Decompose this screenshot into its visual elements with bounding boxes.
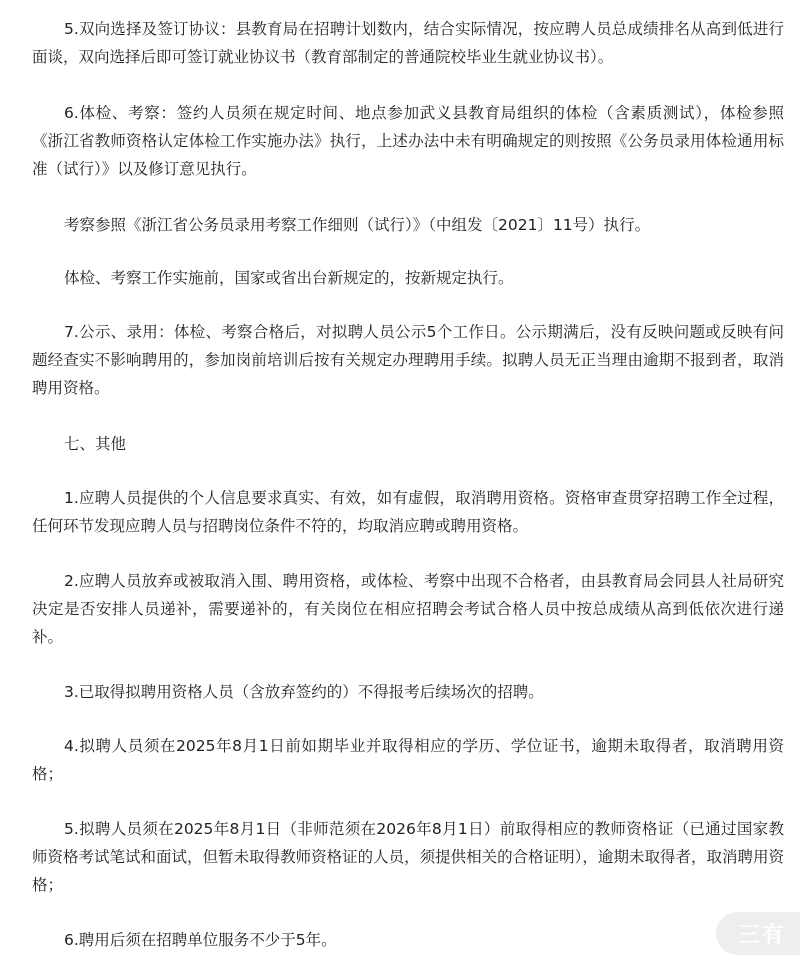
floating-action-label: 三有	[737, 923, 786, 948]
paragraph-replacement: 2.应聘人员放弃或被取消入围、聘用资格，或体检、考察中出现不合格者，由县教育局会同县人社局研究决定是否安排人员递补，需要递补的，有关岗位在相应招聘会考试合格人员中按总成绩从高到低依次进行递补。	[32, 572, 784, 646]
floating-action-button[interactable]	[716, 912, 800, 955]
paragraph-no-further-application: 3.已取得拟聘用资格人员（含放弃签约的）不得报考后续场次的招聘。	[64, 683, 544, 701]
paragraph-teacher-certificate: 5.拟聘人员须在2025年8月1日（非师范须在2026年8月1日）前取得相应的教师资格证（已通过国家教师资格考试笔试和面试，但暂未取得教师资格证的人员，须提供相关的合格证明），逾期未取得者，取消聘用资格；	[32, 820, 784, 894]
section-heading-other: 七、其他	[64, 435, 127, 453]
paragraph-new-regulations: 体检、考察工作实施前，国家或省出台新规定的，按新规定执行。	[64, 269, 514, 287]
paragraph-graduation-deadline: 4.拟聘人员须在2025年8月1日前如期毕业并取得相应的学历、学位证书，逾期未取得者，取消聘用资格；	[32, 737, 784, 783]
paragraph-publicity-employment: 7.公示、录用：体检、考察合格后，对拟聘人员公示5个工作日。公示期满后，没有反映问题或反映有问题经查实不影响聘用的，参加岗前培训后按有关规定办理聘用手续。拟聘人员无正当理由逾期不报到者，取消聘用资格。	[32, 323, 784, 397]
paragraph-two-way-selection: 5.双向选择及签订协议：县教育局在招聘计划数内，结合实际情况，按应聘人员总成绩排名从高到低进行面谈，双向选择后即可签订就业协议书（教育部制定的普通院校毕业生就业协议书）。	[32, 20, 784, 66]
paragraph-medical-exam: 6.体检、考察：签约人员须在规定时间、地点参加武义县教育局组织的体检（含素质测试），体检参照《浙江省教师资格认定体检工作实施办法》执行，上述办法中未有明确规定的则按照《公务员录用体检通用标准（试行）》以及修订意见执行。	[32, 104, 784, 178]
paragraph-service-period: 6.聘用后须在招聘单位服务不少于5年。	[64, 931, 337, 949]
paragraph-inspection-reference: 考察参照《浙江省公务员录用考察工作细则（试行）》（中组发〔2021〕11号）执行。	[64, 216, 651, 234]
paragraph-info-authenticity: 1.应聘人员提供的个人信息要求真实、有效，如有虚假，取消聘用资格。资格审查贯穿招聘工作全过程，任何环节发现应聘人员与招聘岗位条件不符的，均取消应聘或聘用资格。	[32, 489, 784, 535]
